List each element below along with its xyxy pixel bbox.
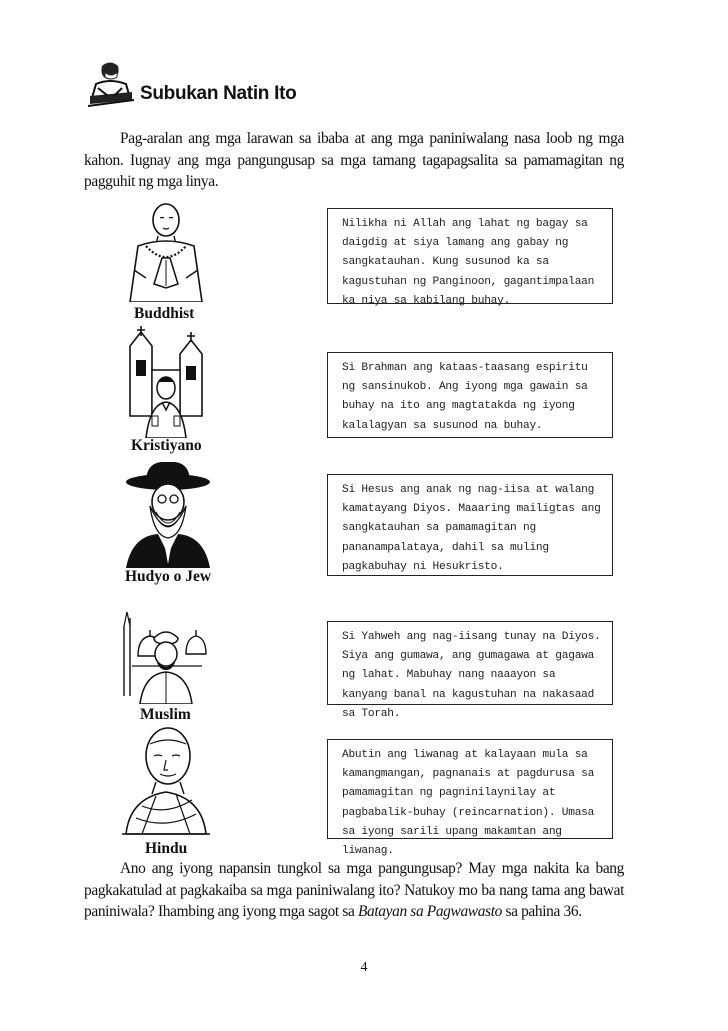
closing-paragraph xyxy=(84,858,624,923)
belief-box-4 xyxy=(327,621,613,720)
figure-label-muslim: Muslim xyxy=(140,706,191,723)
belief-box-5 xyxy=(327,739,613,858)
closing-text-after: sa pahina 36. xyxy=(501,903,582,920)
figure-label-hudyo: Hudyo o Jew xyxy=(125,568,212,585)
instructions-text: Pag-aralan ang mga larawan sa ibaba at ang mga paniniwalang nasa loob ng mga kahon. Iugnay ang mga pangungusap sa mga tamang tagapagsalita sa pamamagitan ng pagguhit ng mga linya. xyxy=(84,130,624,190)
answer-key-title: Batayan sa Pagwawasto xyxy=(357,903,502,920)
jewish-man-icon xyxy=(118,462,218,568)
belief-box-3 xyxy=(327,474,613,576)
hindu-man-icon xyxy=(116,722,216,840)
muslim-mosque-icon xyxy=(116,596,216,704)
belief-text-5: Abutin ang liwanag at kalayaan mula sa kamangmangan, pagnanais at pagdurusa sa pamamagitan ng pagninilaynilay at pagbabalik-buhay (reincarnation). Umasa sa iyong sarili upang makamtan ang liwanag. xyxy=(342,749,595,858)
belief-text-3: Si Hesus ang anak ng nag-iisa at walang kamatayang Diyos. Maaaring mailigtas ang sangkatauhan sa pamamagitan ng pananampalataya, dahil sa muling pagkabuhay ni Hesukristo. xyxy=(342,484,601,573)
figure-label-hindu: Hindu xyxy=(145,840,188,857)
figure-label-buddhist: Buddhist xyxy=(134,305,195,322)
instructions-paragraph xyxy=(84,128,624,193)
belief-box-1 xyxy=(327,208,613,307)
belief-text-1: Nilikha ni Allah ang lahat ng bagay sa daigdig at siya lamang ang gabay ng sangkatauhan. Kung susunod ka sa kagustuhan ng Panginoon, gagantimpalaan ka niya sa kabilang buhay. xyxy=(342,218,595,307)
section-title: Subukan Natin Ito xyxy=(140,83,297,104)
belief-text-2: Si Brahman ang kataas-taasang espiritu ng sansinukob. Ang iyong mga gawain sa buhay na ito ang magtatakda ng iyong kalalagyan sa susunod na buhay. xyxy=(342,362,588,432)
christian-church-icon xyxy=(116,326,216,438)
figure-label-kristiyano: Kristiyano xyxy=(131,437,202,454)
belief-text-4: Si Yahweh ang nag-iisang tunay na Diyos. Siya ang gumawa, ang gumagawa at gagawa ng lahat. Mabuhay nang naaayon sa kanyang banal na kagustuhan na nakasaad sa Torah. xyxy=(342,631,601,720)
closing-text-before: Ano ang iyong napansin tungkol sa mga pangungusap? May mga nakita ka bang pagkakatulad at pagkakaiba sa mga paniniwalang ito? Natukoy mo ba nang tama ang bawat paniniwala? Ihambing ang iyong mga sagot sa xyxy=(84,860,624,920)
buddhist-monk-icon xyxy=(116,200,216,302)
student-drawing-icon xyxy=(88,58,134,108)
belief-box-2 xyxy=(327,352,613,438)
page-number: 4 xyxy=(360,960,368,975)
